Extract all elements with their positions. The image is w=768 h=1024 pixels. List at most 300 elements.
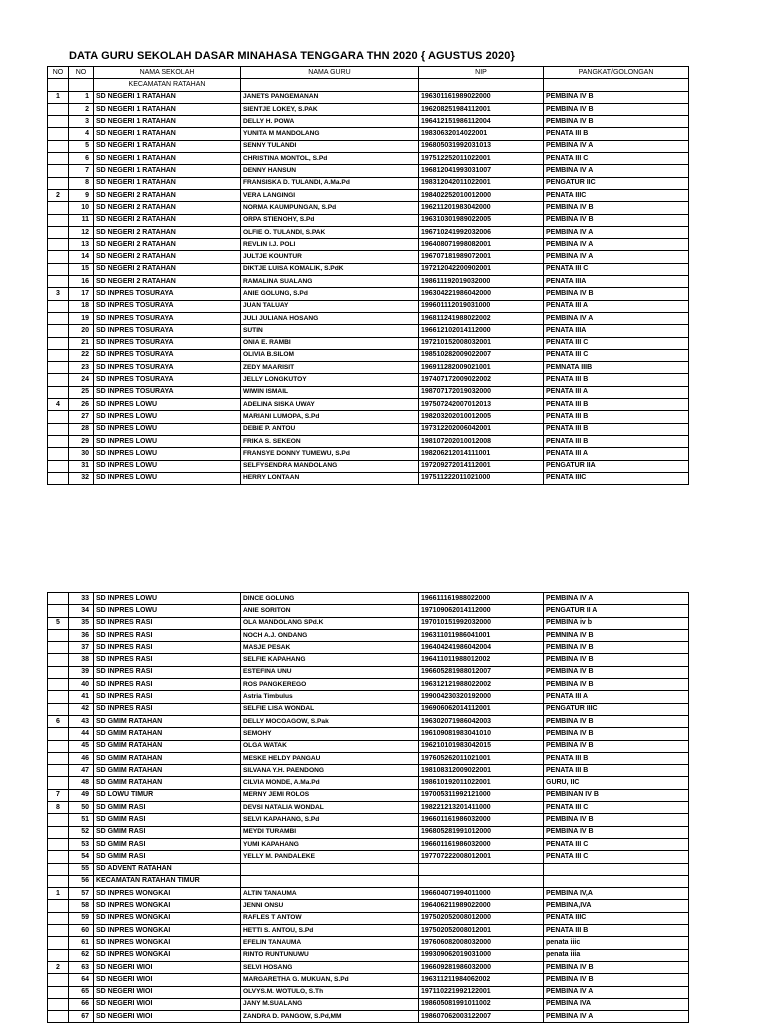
school-name: SD NEGERI 1 RATAHAN [94,103,241,115]
school-name: SD INPRES WONGKAI [94,912,241,924]
rank: PENATA III B [544,128,689,140]
table-row [48,374,689,386]
row-no: 39 [69,666,94,678]
school-name: SD INPRES WONGKAI [94,937,241,949]
row-group-no [48,998,69,1010]
table-row [48,961,689,973]
school-name: SD INPRES RASI [94,691,241,703]
row-no: 62 [69,949,94,961]
teacher-name: MEYDI TURAMBI [241,826,419,838]
nip: 196411011988012002 [419,654,544,666]
table-row [48,128,689,140]
rank: PENATA III B [544,374,689,386]
school-name: SD GMIM RATAHAN [94,765,241,777]
teacher-name: ROS PANGKEREGO [241,679,419,691]
row-no: 35 [69,617,94,629]
teacher-name: ANIE SORITON [241,605,419,617]
row-group-no [48,386,69,398]
teacher-name: SILVANA Y.H. PAENDONG [241,765,419,777]
row-no: 27 [69,411,94,423]
header-nip: NIP [419,67,544,79]
district-label: KECAMATAN RATAHAN [94,79,241,91]
row-group-no [48,140,69,152]
row-no: 20 [69,325,94,337]
row-group-no: 5 [48,617,69,629]
row-no: 56 [69,875,94,887]
school-name: SD NEGERI WIOI [94,961,241,973]
school-name: SD NEGERI WIOI [94,1011,241,1023]
table-row [48,411,689,423]
teacher-name: ORPA STIENOHY, S.Pd [241,214,419,226]
school-name: SD INPRES WONGKAI [94,925,241,937]
rank: PENATA III B [544,423,689,435]
table-row [48,851,689,863]
teacher-name: RAFLES T ANTOW [241,912,419,924]
school-name: SD GMIM RATAHAN [94,752,241,764]
table-row [48,728,689,740]
table-row [48,765,689,777]
row-no: 13 [69,239,94,251]
teacher-name: ZEDY MAARISIT [241,362,419,374]
teacher-name: CILVIA MONDE, A.Ma.Pd [241,777,419,789]
rank: PENATA III A [544,691,689,703]
row-group-no [48,703,69,715]
school-name: SD INPRES TOSURAYA [94,374,241,386]
row-no: 59 [69,912,94,924]
school-name: SD NEGERI WIOI [94,998,241,1010]
table-row [48,276,689,288]
rank: PEMBINA IV A [544,165,689,177]
teacher-name: DEVSI NATALIA WONDAL [241,802,419,814]
row-group-no [48,300,69,312]
nip: 197511222011021000 [419,472,544,484]
row-group-no: 4 [48,399,69,411]
school-name: SD NEGERI 2 RATAHAN [94,263,241,275]
teacher-name: YELLY M. PANDALEKE [241,851,419,863]
row-group-no [48,374,69,386]
rank: PEMBINA IV B [544,91,689,103]
nip: 196605281988012007 [419,666,544,678]
row-no: 28 [69,423,94,435]
table-row [48,777,689,789]
nip: 197312202006042001 [419,423,544,435]
nip [419,863,544,875]
table-row [48,189,689,201]
teacher-name: OLA MANDOLANG SPd.K [241,617,419,629]
rank: PENATA IIIC [544,189,689,201]
row-group-no [48,312,69,324]
school-name: SD INPRES TOSURAYA [94,337,241,349]
school-name: SD INPRES RASI [94,642,241,654]
row-group-no [48,593,69,605]
rank: PENATA III B [544,765,689,777]
rank: PENATA III B [544,411,689,423]
table-row [48,140,689,152]
school-name: SD INPRES TOSURAYA [94,300,241,312]
row-no: 26 [69,399,94,411]
row-group-no [48,949,69,961]
rank: PENATA III C [544,851,689,863]
teacher-name: HERRY LONTAAN [241,472,419,484]
row-no: 21 [69,337,94,349]
nip: 198221213201411000 [419,802,544,814]
rank: PEMBINA IV A [544,251,689,263]
row-no: 2 [69,103,94,115]
row-no: 30 [69,448,94,460]
teacher-name: DENNY HANSUN [241,165,419,177]
nip: 196906062014112001 [419,703,544,715]
table-row [48,103,689,115]
rank: penata iiic [544,937,689,949]
nip: 197606082008032000 [419,937,544,949]
nip: 196609281986032000 [419,961,544,973]
school-name: SD NEGERI 1 RATAHAN [94,165,241,177]
rank: PENGATUR II A [544,605,689,617]
teacher-name: OLGA WATAK [241,740,419,752]
row-no: 10 [69,202,94,214]
school-name: SD GMIM RASI [94,814,241,826]
table-row [48,1011,689,1023]
teacher-name: WIWIN ISMAIL [241,386,419,398]
teacher-name: CHRISTINA MONTOL, S.Pd [241,153,419,165]
row-no: 52 [69,826,94,838]
row-group-no: 6 [48,715,69,727]
rank: PEMNATA IIIB [544,362,689,374]
school-name: SD NEGERI 2 RATAHAN [94,202,241,214]
table-row [48,399,689,411]
school-name: SD NEGERI 1 RATAHAN [94,116,241,128]
school-name: SD NEGERI 1 RATAHAN [94,140,241,152]
rank: PENGATUR IIIC [544,703,689,715]
row-group-no [48,460,69,472]
school-name: SD INPRES RASI [94,617,241,629]
row-group-no [48,349,69,361]
rank [544,875,689,887]
school-name: SD GMIM RATAHAN [94,777,241,789]
teacher-name: SELVI HOSANG [241,961,419,973]
row-group-no [48,435,69,447]
row-group-no [48,814,69,826]
row-no: 53 [69,838,94,850]
rank: PENATA IIIC [544,472,689,484]
school-name: SD NEGERI 1 RATAHAN [94,128,241,140]
teacher-name: SELFIE KAPAHANG [241,654,419,666]
school-name: SD INPRES RASI [94,654,241,666]
teacher-name: MESKE HELDY PANGAU [241,752,419,764]
school-name: SD NEGERI 2 RATAHAN [94,189,241,201]
row-group-no [48,226,69,238]
row-group-no [48,629,69,641]
nip: 196311211984062002 [419,974,544,986]
rank: PENATA IIIA [544,276,689,288]
row-no: 50 [69,802,94,814]
row-group-no [48,448,69,460]
rank: PEMBINA IV B [544,642,689,654]
table-row [48,349,689,361]
rank: PEMBINA IV A [544,593,689,605]
rank: PEMBINA IV B [544,740,689,752]
row-group-no [48,974,69,986]
row-no: 42 [69,703,94,715]
row-no: 1 [69,91,94,103]
table-row [48,863,689,875]
school-name: SD INPRES RASI [94,679,241,691]
row-no: 60 [69,925,94,937]
row-group-no [48,691,69,703]
row-group-no [48,239,69,251]
page-title: DATA GURU SEKOLAH DASAR MINAHASA TENGGARA THN 2020 { AGUSTUS 2020} [69,50,515,62]
rank: PEMBINA IV B [544,103,689,115]
row-no: 8 [69,177,94,189]
table-row [48,177,689,189]
teacher-name: SELVI KAPAHANG, S.Pd [241,814,419,826]
row-no: 45 [69,740,94,752]
teacher-name: Astria Timbulus [241,691,419,703]
nip: 196109081983041010 [419,728,544,740]
nip: 197209272014112001 [419,460,544,472]
school-name: SD INPRES TOSURAYA [94,362,241,374]
school-name: SD NEGERI 2 RATAHAN [94,251,241,263]
row-group-no [48,875,69,887]
table-row [48,617,689,629]
row-no: 11 [69,214,94,226]
school-name: SD GMIM RASI [94,851,241,863]
teacher-name: DINCE GOLUNG [241,593,419,605]
row-group-no [48,251,69,263]
row-no: 64 [69,974,94,986]
row-group-no [48,838,69,850]
school-name: SD INPRES TOSURAYA [94,312,241,324]
school-name: SD GMIM RASI [94,802,241,814]
row-no: 49 [69,789,94,801]
row-no: 54 [69,851,94,863]
nip: 197010151992032000 [419,617,544,629]
row-group-no [48,411,69,423]
row-group-no: 2 [48,961,69,973]
rank: PEMBINA IV B [544,666,689,678]
header-no-2: NO [69,67,94,79]
teacher-name: JUAN TALUAY [241,300,419,312]
teacher-name: ADELINA SISKA UWAY [241,399,419,411]
row-no: 22 [69,349,94,361]
row-no: 24 [69,374,94,386]
table-row [48,974,689,986]
nip: 197210152008032001 [419,337,544,349]
table-row [48,153,689,165]
row-group-no [48,777,69,789]
row-group-no [48,642,69,654]
row-no: 36 [69,629,94,641]
rank: PEMBINA IV A [544,140,689,152]
teacher-name: SUTIN [241,325,419,337]
row-no: 58 [69,900,94,912]
table-row [48,288,689,300]
nip: 196312121988022002 [419,679,544,691]
rank: PEMBINA IV B [544,974,689,986]
nip: 198203202010012005 [419,411,544,423]
table-row [48,362,689,374]
nip: 196707181989072001 [419,251,544,263]
nip: 196310301989022005 [419,214,544,226]
teacher-name [241,863,419,875]
teacher-name: DELLY MOCOAGOW, S.Pak [241,715,419,727]
school-name: SD INPRES LOWU [94,472,241,484]
table-row [48,448,689,460]
row-no: 4 [69,128,94,140]
nip: 19830632014022001 [419,128,544,140]
table-row [48,900,689,912]
row-no: 32 [69,472,94,484]
teacher-name [241,875,419,887]
rank: PENATA IIIA [544,325,689,337]
row-group-no [48,337,69,349]
table-row [48,202,689,214]
table-row [48,605,689,617]
nip: 198605081991011002 [419,998,544,1010]
table-row [48,715,689,727]
table-row [48,740,689,752]
row-no: 61 [69,937,94,949]
nip: 196710241992032006 [419,226,544,238]
school-name: SD INPRES RASI [94,666,241,678]
table-row [48,925,689,937]
rank: PEMBINA iv b [544,617,689,629]
teacher-name: MASJE PESAK [241,642,419,654]
table-row [48,435,689,447]
teacher-name: OLFIE O. TULANDI, S.PAK [241,226,419,238]
table-row [48,654,689,666]
row-group-no [48,423,69,435]
rank: PEMBINA IV A [544,226,689,238]
nip: 199004230320192000 [419,691,544,703]
row-group-no [48,863,69,875]
nip: 196601161986032000 [419,838,544,850]
rank: GURU, IIC [544,777,689,789]
teacher-name: YUMI KAPAHANG [241,838,419,850]
row-no: 29 [69,435,94,447]
row-group-no: 8 [48,802,69,814]
school-name: SD GMIM RATAHAN [94,715,241,727]
row-group-no: 1 [48,91,69,103]
nip: 198312042011022001 [419,177,544,189]
row-group-no [48,472,69,484]
row-group-no: 3 [48,288,69,300]
school-name: SD INPRES LOWU [94,460,241,472]
school-name: SD INPRES WONGKAI [94,888,241,900]
row-group-no [48,128,69,140]
table-row [48,251,689,263]
row-no: 51 [69,814,94,826]
rank: PENGATUR IIA [544,460,689,472]
rank: PEMBINA IV B [544,288,689,300]
row-group-no [48,276,69,288]
nip: 198611192019032000 [419,276,544,288]
rank: PENATA III C [544,838,689,850]
row-no: 15 [69,263,94,275]
row-group-no [48,103,69,115]
row-group-no: 1 [48,888,69,900]
rank: PEMBINA IV B [544,961,689,973]
teacher-name: JULTJE KOUNTUR [241,251,419,263]
rank: PEMBINA IV A [544,239,689,251]
table-row [48,838,689,850]
teacher-name: VERA LANGINGI [241,189,419,201]
row-group-no [48,728,69,740]
row-group-no [48,654,69,666]
row-no: 55 [69,863,94,875]
nip: 197605262011021001 [419,752,544,764]
teacher-name: ESTEFINA UNU [241,666,419,678]
teacher-name: JANETS PANGEMANAN [241,91,419,103]
nip: 198108312009022001 [419,765,544,777]
nip: 198610192011022001 [419,777,544,789]
table-row [48,460,689,472]
row-no: 40 [69,679,94,691]
rank: PEMBINA IV,A [544,888,689,900]
row-no: 6 [69,153,94,165]
table-row [48,91,689,103]
nip: 196805281991012000 [419,826,544,838]
nip: 196404241986042004 [419,642,544,654]
row-no: 18 [69,300,94,312]
nip: 196604071994011000 [419,888,544,900]
rank: PEMBINA IV B [544,715,689,727]
teacher-name: FRIKA S. SEKEON [241,435,419,447]
row-group-no [48,605,69,617]
teacher-name: ALTIN TANAUMA [241,888,419,900]
nip: 196612102014112000 [419,325,544,337]
table-row [48,826,689,838]
row-group-no [48,752,69,764]
nip: 196408071998082001 [419,239,544,251]
rank: PENATA III C [544,263,689,275]
nip: 197212042200902001 [419,263,544,275]
rank: PENGATUR IIC [544,177,689,189]
nip: 197507242007012013 [419,399,544,411]
header-no: NO [48,67,69,79]
school-name: SD ADVENT RATAHAN [94,863,241,875]
row-group-no: 7 [48,789,69,801]
table-row [48,263,689,275]
nip: 196811241988022002 [419,312,544,324]
teacher-name: NOCH A.J. ONDANG [241,629,419,641]
nip: 198607062003122007 [419,1011,544,1023]
teacher-name: JENNI ONSU [241,900,419,912]
header-teacher-name: NAMA GURU [241,67,419,79]
nip: 196601161986032000 [419,814,544,826]
rank: PEMBINA IV B [544,814,689,826]
nip: 196412151986112004 [419,116,544,128]
teacher-name: ANIE GOLUNG, S.Pd [241,288,419,300]
row-no: 41 [69,691,94,703]
rank: PEMBINA IV B [544,728,689,740]
table-row [48,642,689,654]
row-no: 46 [69,752,94,764]
table-row [48,593,689,605]
rank: PEMBINA IV B [544,679,689,691]
teacher-name: SIENTJE LOKEY, S.PAK [241,103,419,115]
table-row [48,802,689,814]
row-no: 33 [69,593,94,605]
row-group-no: 2 [48,189,69,201]
rank: PEMBINAN IV B [544,789,689,801]
teacher-name: MARIANI LUMOPA, S.Pd [241,411,419,423]
nip: 198206212014111001 [419,448,544,460]
table-row [48,937,689,949]
row-group-no [48,362,69,374]
nip: 196805031992031013 [419,140,544,152]
row-group-no [48,925,69,937]
